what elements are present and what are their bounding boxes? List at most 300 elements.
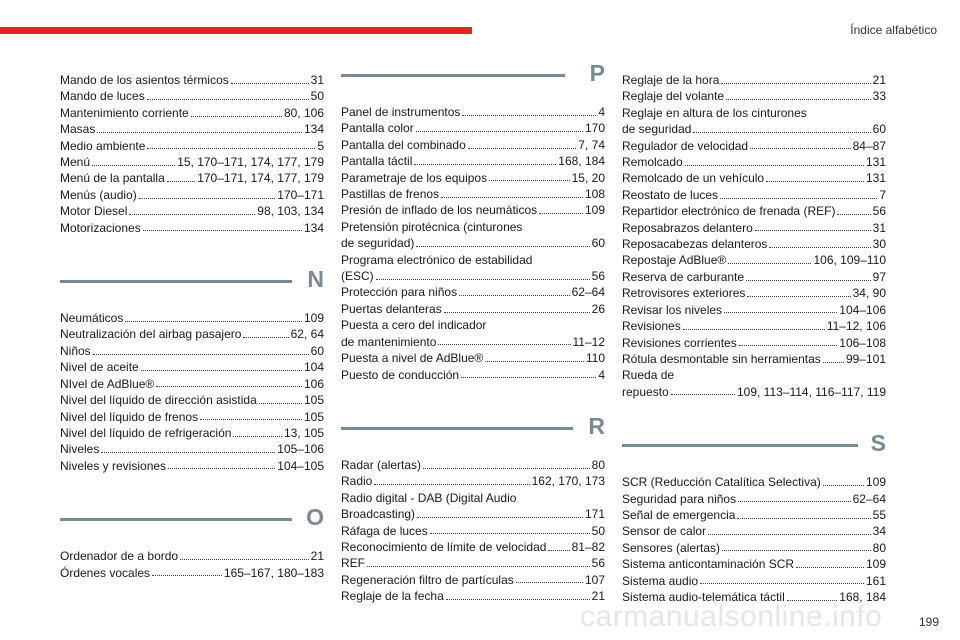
dot-leader (446, 599, 590, 600)
entry-label: Mando de los asientos térmicos (60, 73, 229, 87)
index-entry[interactable] (341, 367, 605, 383)
dot-leader (539, 213, 583, 214)
entry-label: Pastillas de frenos (341, 187, 440, 202)
index-entry[interactable] (60, 105, 324, 121)
entry-pages: 106 (303, 376, 324, 391)
index-entry[interactable] (622, 573, 886, 589)
entry-label: Neumáticos (60, 311, 124, 326)
dot-leader (823, 485, 864, 486)
entry-label: Radar (alertas) (341, 457, 422, 472)
index-entry[interactable] (341, 186, 605, 202)
entry-label: repuesto (622, 384, 669, 399)
index-block (341, 60, 605, 413)
index-entry[interactable] (622, 523, 886, 539)
entry-label: Remolcado (622, 155, 683, 170)
entry-pages: 34, 90 (852, 286, 886, 301)
letter-heading (60, 504, 324, 544)
index-entry[interactable] (341, 284, 605, 300)
watermark: carmanualsonline.info (580, 600, 883, 633)
entry-label: Mando de luces (60, 89, 145, 104)
entry-pages: 109 (865, 475, 886, 490)
entry-pages: 84–87 (852, 138, 886, 153)
dot-leader (231, 83, 309, 84)
index-block (60, 266, 324, 504)
entry-label: Niños (60, 343, 91, 358)
entry-label: Repostaje AdBlue® (622, 253, 727, 268)
entry-label: Nivel del líquido de frenos (60, 409, 199, 424)
header-accent-bar (0, 27, 472, 34)
entry-pages: 104 (303, 360, 324, 375)
entry-label: Retrovisores exteriores (622, 286, 746, 301)
index-entry[interactable] (60, 409, 324, 425)
dot-leader (722, 550, 871, 551)
index-entry[interactable] (622, 170, 886, 186)
index-entry[interactable] (622, 236, 886, 252)
index-entry[interactable] (622, 491, 886, 507)
letter-label: S (870, 430, 886, 457)
dot-leader (823, 362, 844, 363)
dot-leader (728, 263, 811, 264)
dot-leader (156, 386, 302, 387)
dot-leader (125, 321, 302, 322)
entry-label: Nivel de aceite (60, 360, 139, 375)
index-entry[interactable] (60, 425, 324, 441)
dot-leader (769, 247, 870, 248)
entry-label: Pantalla del combinado (341, 137, 466, 152)
dot-leader (746, 280, 871, 281)
dot-leader (750, 148, 851, 149)
dot-leader (462, 115, 596, 116)
dot-leader (683, 329, 825, 330)
index-entry[interactable] (341, 153, 605, 169)
letter-heading (622, 430, 886, 470)
letter-rule (60, 280, 292, 283)
entry-label: Neutralización del airbag pasajero (60, 327, 242, 342)
entry-pages: 11–12 (572, 334, 605, 349)
entry-label: Mantenimiento corriente (60, 105, 189, 120)
index-entry[interactable] (622, 384, 886, 400)
dot-leader (93, 354, 309, 355)
letter-heading (341, 60, 605, 100)
entry-pages: 108 (584, 187, 605, 202)
letter-rule (341, 427, 573, 430)
index-entry[interactable] (341, 317, 605, 333)
dot-leader (721, 83, 870, 84)
dot-leader (243, 337, 288, 338)
entry-pages: 162, 170, 173 (531, 474, 605, 489)
entry-label: Sistema audio-telemática táctil (622, 589, 785, 604)
index-block (622, 72, 886, 430)
entry-label: Puesta a nivel de AdBlue® (341, 351, 484, 366)
index-entry[interactable] (622, 72, 886, 88)
entry-label: Reglaje de la fecha (341, 589, 444, 604)
entry-pages: 56 (872, 204, 886, 219)
dot-leader (441, 197, 583, 198)
entry-label: Puertas delanteras (341, 301, 442, 316)
entry-pages: 104–105 (277, 458, 324, 473)
dot-leader (766, 181, 864, 182)
index-entry[interactable] (341, 219, 605, 235)
entry-label: Radio digital - DAB (Digital Audio (341, 490, 517, 505)
entry-pages: 55 (872, 507, 886, 522)
index-entry[interactable] (341, 350, 605, 366)
index-entry[interactable] (60, 441, 324, 457)
entry-pages: 56 (591, 269, 605, 284)
index-entry[interactable] (60, 310, 324, 326)
index-entry[interactable] (341, 539, 605, 555)
entry-pages: 165–167, 180–183 (223, 565, 324, 580)
dot-leader (485, 361, 584, 362)
entry-label: Medio ambiente (60, 138, 146, 153)
index-entry[interactable] (60, 170, 324, 186)
index-entry[interactable] (60, 343, 324, 359)
entry-label: Sistema anticontaminación SCR (622, 557, 795, 572)
dot-leader (417, 517, 583, 518)
letter-label: O (306, 504, 324, 531)
entry-label: Niveles (60, 442, 100, 457)
entry-label: Puesto de conducción (341, 367, 460, 382)
letter-heading (341, 413, 605, 453)
entry-pages: 30 (872, 237, 886, 252)
index-entry[interactable] (622, 269, 886, 285)
entry-pages: 33 (872, 89, 886, 104)
entry-pages: 105–106 (277, 442, 324, 457)
dot-leader (489, 180, 570, 181)
entry-pages: 5 (317, 138, 324, 153)
entry-pages: 15, 170–171, 174, 177, 179 (177, 155, 324, 170)
entry-pages: 60 (591, 236, 605, 251)
index-block (60, 72, 324, 266)
entry-label: Revisiones (622, 319, 681, 334)
dot-leader (738, 501, 851, 502)
index-entry[interactable] (60, 154, 324, 170)
index-entry[interactable] (622, 105, 886, 121)
entry-pages: 161 (865, 573, 886, 588)
index-entry[interactable] (60, 376, 324, 392)
index-entry[interactable] (622, 121, 886, 137)
dot-leader (787, 600, 838, 601)
entry-pages: 170–171 (277, 187, 324, 202)
entry-label: Parametraje de los equipos (341, 170, 488, 185)
entry-label: Reglaje del volante (622, 89, 725, 104)
entry-pages: 11–12, 106 (826, 319, 886, 334)
entry-pages: 81–82 (571, 539, 605, 554)
dot-leader (139, 198, 276, 199)
entry-label: Nivel del líquido de refrigeración (60, 425, 232, 440)
entry-label: Menú de la pantalla (60, 171, 165, 186)
entry-label: Pantalla táctil (341, 154, 413, 169)
index-entry[interactable] (341, 506, 605, 522)
entry-label: Masas (60, 122, 96, 137)
letter-rule (341, 74, 565, 77)
entry-label: Motorizaciones (60, 220, 141, 235)
index-entry[interactable] (60, 392, 324, 408)
entry-label: Protección para niños (341, 285, 458, 300)
entry-pages: 105 (303, 393, 324, 408)
index-entry[interactable] (622, 154, 886, 170)
index-entry[interactable] (622, 556, 886, 572)
dot-leader (516, 582, 583, 583)
entry-pages: 26 (591, 301, 605, 316)
entry-pages: 110 (585, 351, 605, 366)
entry-pages: 50 (591, 523, 605, 538)
entry-pages: 21 (310, 549, 324, 564)
page-number: 199 (918, 615, 939, 629)
dot-leader (700, 583, 864, 584)
entry-pages: 109 (865, 557, 886, 572)
entry-pages: 98, 103, 134 (257, 204, 324, 219)
index-entry[interactable] (60, 359, 324, 375)
dot-leader (430, 533, 590, 534)
index-entry[interactable] (341, 170, 605, 186)
entry-pages: 80 (872, 540, 886, 555)
index-entry[interactable] (341, 120, 605, 136)
entry-label: Reposacabezas delanteros (622, 237, 768, 252)
index-entry[interactable] (341, 104, 605, 120)
dot-leader (191, 116, 282, 117)
index-entry[interactable] (341, 235, 605, 251)
entry-label: Remolcado de un vehículo (622, 171, 765, 186)
entry-pages: 106, 109–110 (813, 253, 886, 268)
index-entry[interactable] (622, 187, 886, 203)
entry-label: Rótula desmontable sin herramientas (622, 351, 821, 366)
block-spacer (341, 383, 605, 413)
index-entry[interactable] (60, 220, 324, 236)
index-entry[interactable] (341, 457, 605, 473)
index-entry[interactable] (341, 473, 605, 489)
entry-label: Ráfaga de luces (341, 523, 428, 538)
dot-leader (416, 131, 583, 132)
index-entry[interactable] (622, 252, 886, 268)
dot-leader (416, 246, 589, 247)
block-spacer (60, 236, 324, 266)
index-entry[interactable] (341, 334, 605, 350)
entry-label: Niveles y revisiones (60, 458, 167, 473)
entry-label: Pretensión pirotécnica (cinturones (341, 219, 523, 234)
entry-label: de mantenimiento (341, 334, 437, 349)
dot-leader (755, 230, 871, 231)
index-entry[interactable] (341, 588, 605, 604)
index-entry[interactable] (622, 474, 886, 490)
entry-pages: 134 (303, 220, 324, 235)
entry-pages: 4 (598, 105, 605, 119)
dot-leader (97, 132, 302, 133)
entry-label: Órdenes vocales (60, 565, 151, 580)
entry-pages: 170–171, 174, 177, 179 (197, 171, 324, 186)
index-entry[interactable] (622, 367, 886, 383)
index-entry[interactable] (622, 285, 886, 301)
index-entry[interactable] (622, 88, 886, 104)
entry-label: Broadcasting) (341, 507, 416, 522)
dot-leader (796, 567, 864, 568)
entry-label: Reglaje de la hora (622, 73, 720, 87)
entry-label: Puesta a cero del indicador (341, 318, 487, 333)
entry-label: Reconocimiento de límite de velocidad (341, 539, 547, 554)
index-entry[interactable] (622, 351, 886, 367)
dot-leader (459, 295, 570, 296)
dot-leader (423, 468, 590, 469)
entry-pages: 31 (872, 220, 886, 235)
index-entry[interactable] (622, 138, 886, 154)
entry-pages: 107 (584, 572, 605, 587)
entry-pages: 109 (584, 203, 605, 218)
dot-leader (671, 394, 735, 395)
entry-label: Pantalla color (341, 121, 414, 136)
entry-pages: 134 (303, 122, 324, 137)
index-entry[interactable] (60, 548, 324, 564)
index-entry[interactable] (341, 572, 605, 588)
entry-pages: 62–64 (571, 285, 605, 300)
entry-label: Reostato de luces (622, 187, 719, 202)
entry-label: Sensores (alertas) (622, 540, 721, 555)
dot-leader (693, 132, 870, 133)
entry-label: Regeneración filtro de partículas (341, 572, 514, 587)
entry-label: (ESC) (341, 269, 374, 284)
entry-pages: 171 (584, 507, 605, 522)
entry-pages: 21 (872, 73, 886, 87)
index-column-1 (60, 72, 324, 581)
entry-label: Revisar los niveles (622, 302, 723, 317)
index-entry[interactable] (341, 268, 605, 284)
index-entry[interactable] (60, 138, 324, 154)
index-entry[interactable] (341, 490, 605, 506)
entry-label: Reposabrazos delantero (622, 220, 753, 235)
index-entry[interactable] (341, 202, 605, 218)
index-entry[interactable] (622, 589, 886, 605)
entry-label: de seguridad) (341, 236, 415, 251)
index-entry[interactable] (622, 318, 886, 334)
letter-label: N (307, 266, 324, 293)
entry-label: Rueda de (622, 368, 675, 383)
entry-pages: 60 (310, 343, 324, 358)
entry-pages: 7, 74 (578, 137, 605, 152)
index-block (622, 430, 886, 605)
dot-leader (167, 181, 195, 182)
dot-leader (376, 279, 590, 280)
entry-pages: 104–106 (839, 302, 886, 317)
entry-label: Menú (60, 155, 91, 170)
entry-pages: 62–64 (852, 491, 886, 506)
entry-pages: 31 (310, 73, 324, 87)
index-entry[interactable] (622, 220, 886, 236)
dot-leader (548, 550, 569, 551)
entry-label: Sensor de calor (622, 524, 707, 539)
dot-leader (747, 296, 850, 297)
index-entry[interactable] (60, 72, 324, 88)
index-entry[interactable] (60, 565, 324, 581)
dot-leader (152, 575, 222, 576)
index-entry[interactable] (622, 507, 886, 523)
dot-leader (739, 345, 838, 346)
dot-leader (685, 165, 864, 166)
dot-leader (444, 312, 590, 313)
dot-leader (141, 370, 302, 371)
entry-label: Reserva de carburante (622, 269, 745, 284)
dot-leader (737, 518, 870, 519)
index-entry[interactable] (60, 203, 324, 219)
index-block (60, 504, 324, 581)
letter-label: R (588, 412, 605, 439)
entry-label: Seguridad para niños (622, 491, 737, 506)
index-entry[interactable] (60, 88, 324, 104)
index-block (341, 413, 605, 605)
entry-pages: 99–101 (845, 351, 886, 366)
dot-leader (143, 230, 302, 231)
dot-leader (414, 164, 556, 165)
index-entry[interactable] (622, 540, 886, 556)
index-entry[interactable] (622, 302, 886, 318)
entry-label: Radio (341, 474, 373, 489)
block-spacer (60, 474, 324, 504)
entry-pages: 21 (591, 589, 605, 604)
letter-label: P (589, 60, 605, 86)
entry-label: Nivel del líquido de dirección asistida (60, 393, 257, 408)
dot-leader (180, 559, 309, 560)
letter-rule (60, 518, 292, 521)
index-entry[interactable] (341, 523, 605, 539)
entry-pages: 109, 113–114, 116–117, 119 (736, 384, 886, 399)
index-entry[interactable] (622, 335, 886, 351)
entry-pages: 4 (598, 367, 605, 382)
entry-label: Menús (audio) (60, 187, 137, 202)
index-entry[interactable] (60, 458, 324, 474)
entry-pages: 34 (872, 524, 886, 539)
block-spacer (622, 400, 886, 430)
entry-label: de seguridad (622, 122, 692, 137)
index-column-2 (341, 60, 605, 605)
index-entry[interactable] (341, 137, 605, 153)
index-entry[interactable] (60, 187, 324, 203)
dot-leader (147, 99, 309, 100)
entry-label: SCR (Reducción Catalítica Selectiva) (622, 475, 821, 490)
dot-leader (200, 419, 302, 420)
letter-rule (622, 444, 858, 447)
index-entry[interactable] (60, 326, 324, 342)
dot-leader (461, 377, 596, 378)
entry-pages: 109 (303, 311, 324, 326)
entry-label: Revisiones corrientes (622, 335, 737, 350)
entry-label: NIvel de AdBlue® (60, 376, 155, 391)
entry-label: Sistema audio (622, 573, 699, 588)
entry-pages: 80 (591, 457, 605, 472)
entry-pages: 105 (303, 409, 324, 424)
index-column-3 (622, 72, 886, 605)
entry-pages: 7 (879, 187, 886, 202)
index-entry[interactable] (341, 301, 605, 317)
dot-leader (101, 452, 275, 453)
entry-pages: 97 (872, 269, 886, 284)
dot-leader (92, 165, 175, 166)
entry-label: Ordenador de a bordo (60, 549, 179, 564)
entry-label: Panel de instrumentos (341, 105, 461, 119)
index-entry[interactable] (622, 203, 886, 219)
entry-label: Señal de emergencia (622, 507, 736, 522)
dot-leader (168, 468, 275, 469)
dot-leader (233, 436, 282, 437)
index-entry[interactable] (341, 555, 605, 571)
entry-pages: 131 (865, 171, 886, 186)
entry-label: Programa electrónico de estabilidad (341, 252, 533, 267)
entry-pages: 168, 184 (558, 154, 605, 169)
dot-leader (720, 198, 877, 199)
entry-label: Presión de inflado de los neumáticos (341, 203, 538, 218)
dot-leader (837, 214, 870, 215)
dot-leader (438, 344, 570, 345)
entry-label: Reglaje en altura de los cinturones (622, 105, 807, 120)
section-title: Índice alfabético (850, 23, 937, 37)
index-entry[interactable] (341, 252, 605, 268)
index-entry[interactable] (60, 121, 324, 137)
